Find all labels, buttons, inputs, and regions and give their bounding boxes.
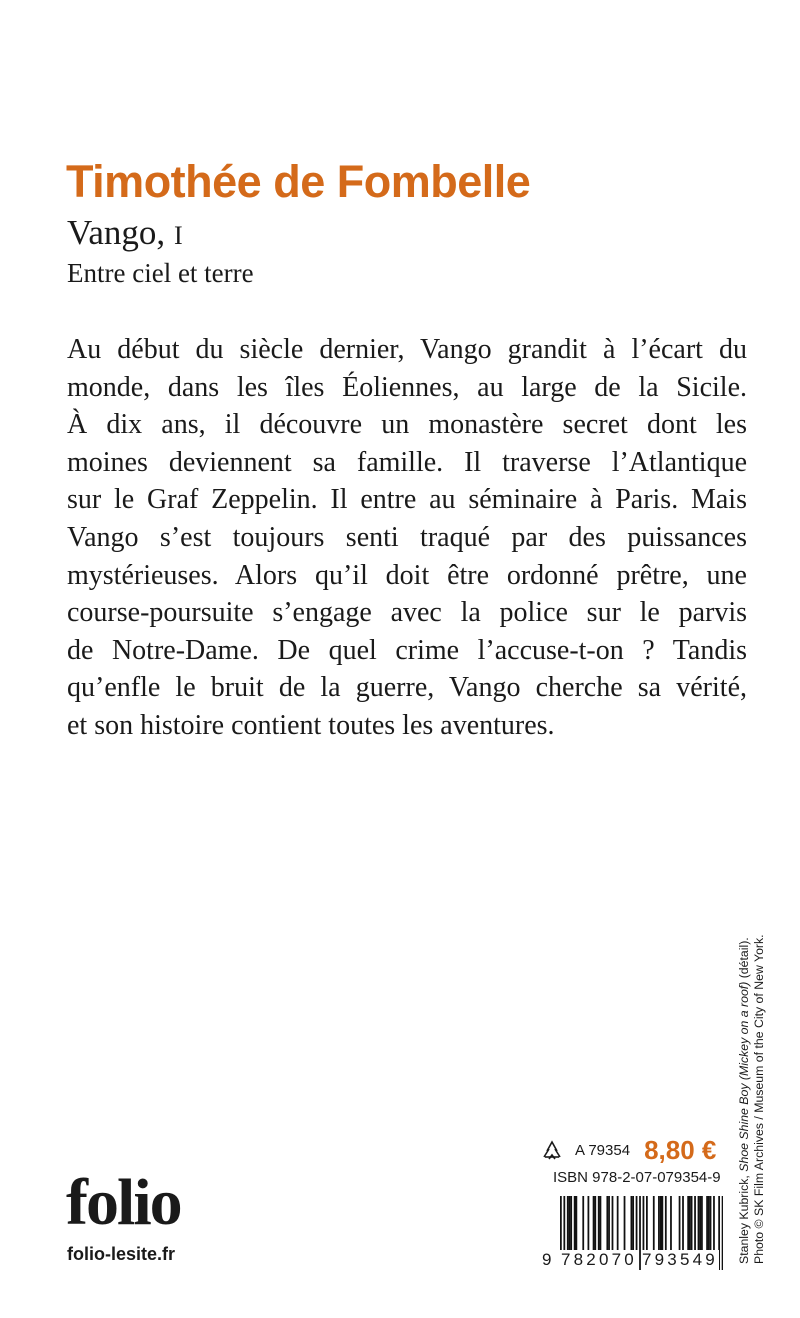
barcode-bar	[632, 1196, 634, 1252]
recycle-icon	[541, 1139, 563, 1161]
barcode-bar	[588, 1196, 590, 1252]
barcode-bar	[606, 1196, 608, 1252]
book-title-text: Vango,	[67, 213, 166, 252]
barcode-bar	[670, 1196, 672, 1252]
publisher-logo: folio	[66, 1166, 181, 1239]
credit-prefix: Stanley Kubrick,	[737, 1171, 751, 1264]
blurb-line: Au début du siècle dernier, Vango grandit à l’écart du	[67, 334, 747, 365]
price-row	[541, 1136, 716, 1164]
barcode-bar	[594, 1196, 596, 1252]
back-cover-blurb	[67, 331, 747, 745]
barcode-bar	[687, 1196, 689, 1252]
barcode-bar	[699, 1196, 701, 1252]
publisher-website: folio-lesite.fr	[67, 1244, 176, 1264]
barcode-bar	[694, 1196, 696, 1252]
barcode-bar	[708, 1196, 710, 1252]
barcode-bar	[612, 1196, 614, 1252]
ean-digit-group: 782070	[561, 1250, 637, 1269]
photo-credit-line-1	[737, 934, 752, 1264]
barcode-bar	[710, 1196, 712, 1252]
barcode-bar	[636, 1196, 638, 1252]
author-name: Timothée de Fombelle	[66, 156, 531, 207]
blurb-line: mystérieuses. Alors qu’il doit être ordonné prêtre, une	[67, 559, 747, 591]
barcode-bar	[665, 1196, 667, 1252]
barcode-bar	[631, 1196, 633, 1252]
barcode-bar	[722, 1196, 723, 1270]
barcode-bar	[679, 1196, 681, 1252]
barcode-bar	[706, 1196, 708, 1252]
catalog-code: A 79354	[575, 1141, 631, 1159]
blurb-line: Vango s’est toujours senti traqué par des puissances	[67, 521, 747, 553]
credit-artwork-title: Shoe Shine Boy (Mickey on a roof)	[737, 981, 751, 1172]
blurb-line: sur le Graf Zeppelin. Il entre au séminaire à Paris. Mais	[67, 484, 747, 516]
barcode-bar	[608, 1196, 610, 1252]
price: 8,80 €	[644, 1134, 717, 1165]
barcode-bar	[701, 1196, 703, 1252]
barcode-bar	[617, 1196, 619, 1252]
photo-credit	[737, 934, 767, 1264]
barcode-bar	[661, 1196, 663, 1252]
blurb-line: de Notre-Dame. De quel crime l’accuse-t-on ? Tandis	[67, 634, 747, 666]
photo-credit-line-2: Photo © SK Film Archives / Museum of the City of New York.	[752, 934, 766, 1264]
ean-digit-group: 793549	[642, 1250, 718, 1269]
barcode-bar	[713, 1196, 715, 1252]
blurb-line: course-poursuite s’engage avec la police sur le parvis	[67, 597, 747, 629]
blurb-line: monde, dans les îles Éoliennes, au large de la Sicile.	[67, 371, 747, 403]
barcode-bar	[600, 1196, 602, 1252]
barcode-bar	[682, 1196, 684, 1252]
barcode-bar	[575, 1196, 577, 1252]
barcode-bar	[691, 1196, 693, 1252]
isbn: ISBN 978-2-07-079354-9	[553, 1169, 721, 1186]
barcode-bar	[624, 1196, 626, 1252]
barcode-bar	[689, 1196, 691, 1252]
barcode-bar	[593, 1196, 595, 1252]
ean-digit-group: 9	[542, 1250, 552, 1269]
barcode-bar	[660, 1196, 662, 1252]
blurb-line: et son histoire contient toutes les aventures.	[67, 709, 555, 741]
blurb-line: moines deviennent sa famille. Il traverse l’Atlantique	[67, 446, 747, 478]
barcode-bar	[582, 1196, 584, 1252]
blurb-line: qu’enfle le bruit de la guerre, Vango cherche sa vérité,	[67, 672, 747, 704]
barcode-bar	[653, 1196, 655, 1252]
credit-suffix: (détail).	[737, 937, 751, 982]
barcode-bar	[574, 1196, 576, 1252]
volume-number: I	[173, 221, 183, 250]
barcode-bar	[698, 1196, 700, 1252]
blurb-line: À dix ans, il découvre un monastère secret dont les	[67, 409, 747, 441]
book-subtitle: Entre ciel et terre	[67, 258, 254, 288]
barcode-bar	[570, 1196, 572, 1252]
book-title	[67, 213, 183, 253]
barcode-bar	[567, 1196, 569, 1252]
barcode-bar	[658, 1196, 660, 1252]
barcode-bar	[569, 1196, 571, 1252]
barcode-bar	[598, 1196, 600, 1252]
barcode-bar	[646, 1196, 648, 1252]
